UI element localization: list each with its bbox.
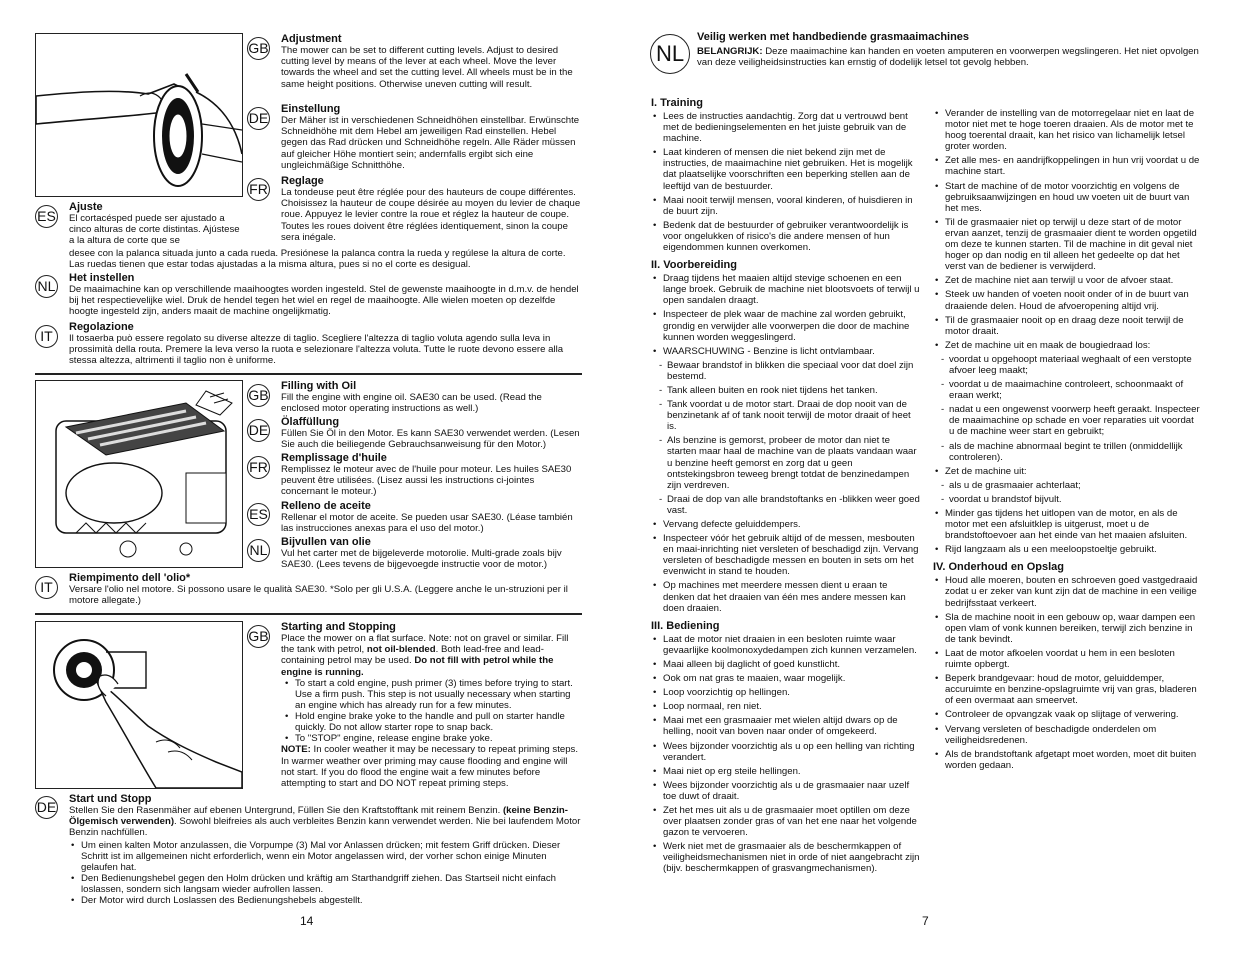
engine-oil-figure (35, 380, 243, 568)
adjust-es-cont (69, 248, 582, 270)
list-item: • Controleer de opvangzak vaak op slijtage of verwering. (933, 709, 1201, 720)
adjust-it-title: Regolazione (69, 321, 134, 333)
list-item: • Wees bijzonder voorzichtig als u op een helling van richting verandert. (651, 741, 921, 763)
divider-2 (35, 613, 582, 615)
list-item: • Til de grasmaaier nooit op en draag deze nooit terwijl de motor draait. (933, 315, 1201, 337)
list-item: • Verander de instelling van de motorregelaar niet en laat de motor niet met te hoge toeren draaien. Als de motor met te hoog toerental draait, kan het risico van lichamelijk letsel groter worden. (933, 108, 1201, 152)
start-gb-intro-b: not oil-blended (366, 644, 436, 656)
engine-illustration (36, 381, 242, 567)
lang-badge-nl: NL (247, 539, 270, 562)
note-label: NOTE: (281, 744, 311, 756)
start-gb-intro-c: . Both lead-free and lead-containing petrol may be used. (281, 644, 544, 667)
list-item: • Loop normaal, ren niet. (651, 701, 921, 712)
adjust-it-block (69, 321, 582, 367)
page-number-right: 7 (922, 914, 929, 928)
list-item: • Als de brandstoftank afgetapt moet worden, moet dit buiten worden gedaan. (933, 749, 1201, 771)
list-item: - Als benzine is gemorst, probeer de motor dan niet te starten maar haal de machine van de plaats vandaan waar u benzine heeft gemorst en zorg dat u geen ontstekingsbron teweeg brengt totdat de benzinedampen zijn verdreven. (651, 435, 921, 490)
training-list (651, 111, 921, 253)
operation-list (651, 634, 921, 875)
stop-sub-list-2 (933, 480, 1201, 505)
start-gb-note (281, 744, 582, 789)
safety-header (697, 31, 1207, 68)
adjust-gb-block (281, 33, 581, 90)
start-gb-intro-d: Do not fill with petrol while the engine is running. (281, 655, 554, 678)
list-item: - als de machine abnormaal begint te trillen (onmiddellijk controleren). (933, 441, 1201, 463)
adjust-fr-block (281, 175, 581, 243)
list-item: • Bedenk dat de bestuurder of gebruiker verantwoordelijk is voor ongelukken of risico's die andere mensen of hun eigendommen kunnen overkomen. (651, 220, 921, 253)
list-item: • Den Bedienungshebel gegen den Holm drücken und kräftig am Starthandgriff ziehen. Das Startseil nicht einfach loslassen, sondern sich langsam wieder aufrollen lassen. (69, 873, 582, 895)
list-item: • Start de machine of de motor voorzichtig en volgens de gebruiksaanwijzingen en houd uw voeten uit de buurt van het mes. (933, 181, 1201, 214)
list-item: - Bewaar brandstof in blikken die speciaal voor dat doel zijn bestemd. (651, 360, 921, 382)
prep-sub-list (651, 360, 921, 516)
list-item: • Maai met een grasmaaier met wielen altijd dwars op de helling, nooit van boven naar onder of omgekeerd. (651, 715, 921, 737)
operation-list-cont (933, 108, 1201, 351)
oil-es-title: Relleno de aceite (281, 500, 371, 512)
adjust-de-block (281, 103, 581, 171)
list-item: • Maai nooit terwijl mensen, vooral kinderen, of huisdieren in de buurt zijn. (651, 195, 921, 217)
list-item: • Sla de machine nooit in een gebouw op, waar dampen een open vlam of vonk kunnen bereiken, terwijl zich benzine in de tank bevindt. (933, 612, 1201, 645)
oil-gb-title: Filling with Oil (281, 380, 357, 392)
adjust-de-text: Der Mäher ist in verschiedenen Schneidhöhen einstellbar. Erwünschte Schneidhöhe mit dem Hebel am jeweiligen Rad einstellen. Hebel gegen das Rad drücken und Schneidhöhe regeln. Alle Räder müssen auf gleicher Höhe montiert sein; andernfalls ergibt sich eine ungleichmäßige Schnitthöhe. (281, 115, 580, 171)
lang-badge-gb: GB (247, 384, 270, 407)
lang-badge-gb: GB (247, 37, 270, 60)
adjust-es-text-a: El cortacésped puede ser ajustado a cinco alturas de corte distintas. Ajústese a la altura de corte que se (69, 213, 240, 247)
lang-badge-es: ES (35, 205, 58, 228)
list-item: • Maai niet op erg steile hellingen. (651, 766, 921, 777)
wheel-adjust-illustration (36, 34, 242, 196)
list-item: • To "STOP" engine, release engine brake yoke. (283, 733, 582, 744)
start-de-intro-b: (keine Benzin-Ölgemisch verwenden) (69, 805, 568, 828)
stop-label-list (933, 466, 1201, 477)
oil-de-text: Füllen Sie Öl in den Motor. Es kann SAE30 verwendet werden. (Lesen Sie auch die beiliegende Gebrauchsanweisung für den Motor.) (281, 428, 580, 451)
stop-sub-list-1 (933, 354, 1201, 463)
list-item: • Houd alle moeren, bouten en schroeven goed vastgedraaid zodat u er zeker van kunt zijn dat de machine in een veilige bedrijfsstaat verkeert. (933, 575, 1201, 608)
warning-label: BELANGRIJK: (697, 46, 763, 57)
safety-title: Veilig werken met handbediende grasmaaimachines (697, 31, 970, 43)
start-de-title: Start und Stopp (69, 793, 152, 805)
primer-figure (35, 621, 243, 789)
lang-badge-gb: GB (247, 625, 270, 648)
oil-fr-block (281, 452, 581, 498)
prep-list (651, 273, 921, 357)
oil-fr-text: Remplissez le moteur avec de l'huile pour moteur. Les huiles SAE30 peuvent être utilisées. (Lisez aussi les instructions ci-jointes concernant le moteur.) (281, 464, 572, 498)
note-text: In cooler weather it may be necessary to repeat priming steps. In warmer weather over priming may cause flooding and engine will not start. If you do flood the engine wait a few minutes before attempting to start and DO NOT repeat priming steps. (281, 744, 579, 789)
adjust-it-text: Il tosaerba può essere regolato su diverse altezze di taglio. Scegliere l'altezza di taglio voluta agendo sulla leva in prossimità della routa. Premere la leva verso la ruota e selezionare l'altezza voluta. Tutte le ruote devono essere alla stessa altezza, altrimenti il taglio non è uniforme. (69, 333, 564, 367)
right-page (618, 0, 1235, 954)
lang-badge-nl: NL (650, 34, 690, 74)
lang-badge-es: ES (247, 503, 270, 526)
list-item: - Draai de dop van alle brandstoftanks en -blikken weer goed vast. (651, 494, 921, 516)
list-item: • Der Motor wird durch Loslassen des Bedienungshebels abgestellt. (69, 895, 582, 906)
oil-nl-block (281, 536, 581, 570)
list-item: - voordat u opgehoopt materiaal weghaalt of een verstopte afvoer leeg maakt; (933, 354, 1201, 376)
start-gb-block (281, 621, 582, 789)
list-item: • Zet de machine niet aan terwijl u voor de afvoer staat. (933, 275, 1201, 286)
start-gb-intro (281, 633, 582, 678)
list-item: • Inspecteer vóór het gebruik altijd of de messen, mesbouten en maai-inrichting niet versleten of beschadigd zijn. Vervang versleten of beschadigde messen en bouten in sets om het evenwicht in stand te houden. (651, 533, 921, 577)
start-de-intro (69, 805, 582, 839)
list-item: • Steek uw handen of voeten nooit onder of in de buurt van draaiende delen. Houd de afvoeropening altijd vrij. (933, 289, 1201, 311)
list-item: • Hold engine brake yoke to the handle and pull on starter handle quickly. Do not allow starter rope to snap back. (283, 711, 582, 733)
prep-list-2 (651, 519, 921, 614)
adjust-gb-text: The mower can be set to different cutting levels. Adjust to desired cutting level by means of the lever at each wheel. Move the lever towards the wheel and set the cutting level. All wheels must be in the same height positions. Otherwise uneven cutting will result. (281, 45, 573, 90)
start-de-intro-c: . Sowohl bleifreies als auch verbleites Benzin kann verwendet werden. Nie bei laufendem Motor Benzin nachfüllen. (69, 816, 581, 839)
warning-text: Deze maaimachine kan handen en voeten amputeren en voorwerpen wegslingeren. Het niet opvolgen van deze veiligheidsinstructies kan ernstig of dodelijk letsel tot gevolg hebben. (697, 46, 1199, 69)
oil-nl-title: Bijvullen van olie (281, 536, 371, 548)
oil-gb-text: Fill the engine with engine oil. SAE30 can be used. (Read the enclosed motor operating instructions as well.) (281, 392, 542, 415)
section-title-maintenance: IV. Onderhoud en Opslag (933, 561, 1065, 574)
adjust-nl-text: De maaimachine kan op verschillende maaihoogtes worden ingesteld. Stel de gewenste maaihoogte in d.m.v. de hendel bij het respectievelijke wiel. Druk de hendel tegen het wiel en regel de maaihoogte. Alle wielen moeten op dezelfde hoogte ingesteld zijn, anders maait de machine ongelijkmatig. (69, 284, 579, 318)
oil-de-block (281, 416, 581, 450)
list-item: • Laat de motor afkoelen voordat u hem in een besloten ruimte opbergt. (933, 648, 1201, 670)
list-item: • Werk niet met de grasmaaier als de beschermkappen of veiligheidsmechanismen niet in orde of niet aangebracht zijn (bijv. beschermkappen of grasvangmechanismen). (651, 841, 921, 874)
adjust-es-block (69, 201, 245, 247)
list-item: • Zet het mes uit als u de grasmaaier moet optillen om deze over plaatsen zonder gras of van het ene naar het volgende gazon te vervoeren. (651, 805, 921, 838)
safety-column-1 (651, 91, 921, 878)
oil-es-text: Rellenar el motor de aceite. Se pueden usar SAE30. (Léase también las instrucciones anexas para el uso del motor.) (281, 512, 573, 535)
start-de-intro-a: Stellen Sie den Rasenmäher auf ebenen Untergrund, Füllen Sie den Kraftstofftank mit reinem Benzin. (69, 805, 501, 816)
list-item: - Tank alleen buiten en rook niet tijdens het tanken. (651, 385, 921, 396)
list-item: • Rijd langzaam als u een meeloopstoeltje gebruikt. (933, 544, 1201, 555)
list-item: - voordat u brandstof bijvult. (933, 494, 1201, 505)
list-item: • Minder gas tijdens het uitlopen van de motor, en als de motor met een afsluitklep is uitgerust, moet u de brandstoftoevoer aan het einde van het maaien afsluiten. (933, 508, 1201, 541)
list-item: • WAARSCHUWING - Benzine is licht ontvlambaar. (651, 346, 921, 357)
lang-badge-de: DE (247, 419, 270, 442)
lang-badge-de: DE (35, 796, 58, 819)
adjust-fr-title: Reglage (281, 175, 324, 187)
list-item: • Zet de machine uit en maak de bougiedraad los: (933, 340, 1201, 351)
list-item: • Beperk brandgevaar: houd de motor, geluiddemper, accuruimte en benzine-opslagruimte vrij van gras, bladeren of een overmaat aan smeervet. (933, 673, 1201, 706)
list-item: • Inspecteer de plek waar de machine zal worden gebruikt, grondig en verwijder alle voorwerpen die door de machine kunnen worden weggeslingerd. (651, 309, 921, 342)
start-de-block (69, 793, 582, 906)
start-gb-list (283, 678, 582, 745)
safety-column-2 (933, 108, 1201, 774)
list-item: • To start a cold engine, push primer (3) times before trying to start. Use a firm push. This step is not usually necessary when starting an engine which has already run for a few minutes. (283, 678, 582, 711)
page-number-left: 14 (300, 914, 314, 928)
adjust-es-title: Ajuste (69, 201, 103, 213)
list-item: • Loop voorzichtig op hellingen. (651, 687, 921, 698)
section-title-prep: II. Voorbereiding (651, 259, 737, 272)
list-item: • Laat de motor niet draaien in een besloten ruimte waar gevaarlijke koolmonoxydedampen zich kunnen verzamelen. (651, 634, 921, 656)
list-item: • Draag tijdens het maaien altijd stevige schoenen en een lange broek. Gebruik de machine niet blootsvoets of terwijl u open sandalen draagt. (651, 273, 921, 306)
wheel-adjust-figure (35, 33, 243, 197)
list-item: • Vervang versleten of beschadigde onderdelen om veiligheidsredenen. (933, 724, 1201, 746)
lang-badge-it: IT (35, 576, 58, 599)
adjust-de-title: Einstellung (281, 103, 341, 115)
adjust-gb-title: Adjustment (281, 33, 342, 45)
oil-it-title: Riempimento dell 'olio* (69, 572, 191, 584)
oil-es-block (281, 500, 581, 534)
list-item: • Lees de instructies aandachtig. Zorg dat u vertrouwd bent met de bedieningselementen en het juiste gebruik van de machine. (651, 111, 921, 144)
list-item: • Op machines met meerdere messen dient u eraan te denken dat het draaien van één mes andere messen kan doen draaien. (651, 580, 921, 613)
section-title-training: I. Training (651, 97, 703, 109)
list-item: • Wees bijzonder voorzichtig als u de grasmaaier naar uzelf toe duwt of draait. (651, 780, 921, 802)
start-gb-intro-a: Place the mower on a flat surface. Note: not on gravel or similar. Fill the tank with petrol, (281, 633, 569, 656)
start-de-list (69, 840, 582, 907)
list-item: - nadat u een ongewenst voorwerp heeft geraakt. Inspecteer de maaimachine op schade en voer reparaties uit voordat u de machine weer start en gebruikt; (933, 404, 1201, 437)
list-item: • Ook om nat gras te maaien, waar mogelijk. (651, 673, 921, 684)
divider-1 (35, 373, 582, 375)
adjust-nl-block (69, 272, 582, 318)
operation-list-end (933, 508, 1201, 555)
list-item: • Til de grasmaaier niet op terwijl u deze start of de motor ervan aanzet, tenzij de grasmaaier dient te worden opgetild om deze te kunnen starten. Til de machine in dit geval niet hoger op dan nodig en til alleen het gedeelte op dat het verst van de bediener is verwijderd. (933, 217, 1201, 272)
lang-badge-de: DE (247, 107, 270, 130)
oil-gb-block (281, 380, 581, 414)
oil-de-title: Ölaffüllung (281, 416, 340, 428)
oil-nl-text: Vul het carter met de bijgeleverde motorolie. Multi-grade zoals bijv SAE30. (Lees tevens de bijgevoegde instructie voor de motor.) (281, 548, 562, 571)
maintenance-list (933, 575, 1201, 771)
start-gb-title: Starting and Stopping (281, 621, 396, 633)
list-item: • Vervang defecte geluiddempers. (651, 519, 921, 530)
list-item: - voordat u de maaimachine controleert, schoonmaakt of eraan werkt; (933, 379, 1201, 401)
oil-fr-title: Remplissage d'huile (281, 452, 387, 464)
lang-badge-it: IT (35, 325, 58, 348)
lang-badge-fr: FR (247, 178, 270, 201)
oil-it-text: Versare l'olio nel motore. Si possono usare le qualità SAE30. *Solo per gli U.S.A. (Leggere anche le un-struzioni per il motore allegate.) (69, 584, 568, 607)
adjust-fr-text: La tondeuse peut être réglée pour des hauteurs de coupe différentes. Choisissez la hauteur de coupe désirée au moyen du levier de chaque roue. Appuyez le levier contre la roue et réglez la hauteur de coupe. Toutes les roues doivent être réglées identiquement, sinon la coupe sera inégale. (281, 187, 581, 243)
section-title-operation: III. Bediening (651, 619, 720, 632)
adjust-es-text-b: desee con la palanca situada junto a cada rueda. Presiónese la palanca contra la rueda y regúlese la altura de corte. Las ruedas tienen que estar todas ajustadas a la misma altura, pues si no el corte es desigual. (69, 248, 566, 271)
list-item: • Maai alleen bij daglicht of goed kunstlicht. (651, 659, 921, 670)
list-item: - als u de grasmaaier achterlaat; (933, 480, 1201, 491)
list-item: • Um einen kalten Motor anzulassen, die Vorpumpe (3) Mal vor Anlassen drücken; mit festem Griff drücken. Dieser Schritt ist im allgemeinen nicht erforderlich, wenn ein Motor angelassen wird, der vorher schon einige Minuten gelaufen hat. (69, 840, 582, 873)
oil-it-block (69, 572, 582, 606)
list-item: • Laat kinderen of mensen die niet bekend zijn met de instructies, de maaimachine niet gebruiken. Het is mogelijk dat plaatselijke voorschriften een beperking stellen aan de leeftijd van de bestuurder. (651, 147, 921, 191)
list-item: • Zet de machine uit: (933, 466, 1201, 477)
safety-warning (697, 46, 1207, 68)
primer-illustration (36, 622, 242, 788)
adjust-nl-title: Het instellen (69, 272, 135, 284)
list-item: • Zet alle mes- en aandrijfkoppelingen in hun vrij voordat u de machine start. (933, 155, 1201, 177)
list-item: - Tank voordat u de motor start. Draai de dop nooit van de benzinetank af of tank nooit terwijl de motor draait of heet is. (651, 399, 921, 432)
lang-badge-nl: NL (35, 275, 58, 298)
lang-badge-fr: FR (247, 456, 270, 479)
